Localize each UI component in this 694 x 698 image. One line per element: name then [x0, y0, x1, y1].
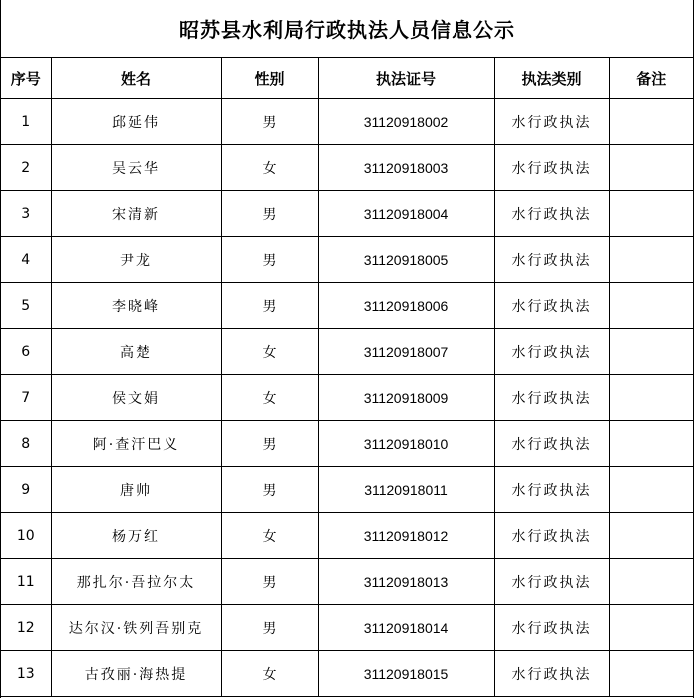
cell-certificate-number: 31120918012	[318, 513, 494, 559]
cell-serial-number: 12	[1, 605, 51, 651]
cell-enforcement-category: 水行政执法	[494, 145, 609, 191]
cell-enforcement-category: 水行政执法	[494, 237, 609, 283]
cell-certificate-number: 31120918009	[318, 375, 494, 421]
cell-name: 高楚	[51, 329, 221, 375]
cell-gender: 男	[221, 467, 318, 513]
cell-serial-number: 3	[1, 191, 51, 237]
header-enforcement-category: 执法类别	[494, 58, 609, 99]
cell-enforcement-category: 水行政执法	[494, 99, 609, 145]
header-name: 姓名	[51, 58, 221, 99]
cell-serial-number: 9	[1, 467, 51, 513]
cell-enforcement-category: 水行政执法	[494, 329, 609, 375]
cell-remarks	[609, 145, 693, 191]
cell-enforcement-category: 水行政执法	[494, 421, 609, 467]
cell-name: 古孜丽·海热提	[51, 651, 221, 697]
cell-remarks	[609, 99, 693, 145]
cell-gender: 女	[221, 329, 318, 375]
cell-serial-number: 5	[1, 283, 51, 329]
cell-name: 那扎尔·吾拉尔太	[51, 559, 221, 605]
table-row	[1, 329, 693, 375]
cell-remarks	[609, 237, 693, 283]
table-row	[1, 421, 693, 467]
cell-gender: 男	[221, 559, 318, 605]
cell-certificate-number: 31120918002	[318, 99, 494, 145]
header-remarks: 备注	[609, 58, 693, 99]
cell-serial-number: 7	[1, 375, 51, 421]
cell-gender: 男	[221, 99, 318, 145]
table-body	[1, 99, 693, 697]
table-row	[1, 375, 693, 421]
cell-gender: 男	[221, 191, 318, 237]
cell-remarks	[609, 329, 693, 375]
cell-certificate-number: 31120918006	[318, 283, 494, 329]
cell-certificate-number: 31120918005	[318, 237, 494, 283]
cell-gender: 男	[221, 283, 318, 329]
table-row	[1, 237, 693, 283]
cell-certificate-number: 31120918011	[318, 467, 494, 513]
header-gender: 性别	[221, 58, 318, 99]
cell-gender: 男	[221, 421, 318, 467]
cell-name: 李晓峰	[51, 283, 221, 329]
cell-gender: 男	[221, 237, 318, 283]
cell-certificate-number: 31120918010	[318, 421, 494, 467]
table-row	[1, 605, 693, 651]
cell-remarks	[609, 467, 693, 513]
cell-certificate-number: 31120918007	[318, 329, 494, 375]
cell-remarks	[609, 559, 693, 605]
cell-serial-number: 10	[1, 513, 51, 559]
cell-name: 吴云华	[51, 145, 221, 191]
cell-remarks	[609, 421, 693, 467]
cell-serial-number: 2	[1, 145, 51, 191]
cell-enforcement-category: 水行政执法	[494, 651, 609, 697]
cell-enforcement-category: 水行政执法	[494, 559, 609, 605]
cell-name: 杨万红	[51, 513, 221, 559]
cell-remarks	[609, 651, 693, 697]
cell-enforcement-category: 水行政执法	[494, 283, 609, 329]
table-header-row	[1, 58, 693, 99]
table-row	[1, 513, 693, 559]
cell-enforcement-category: 水行政执法	[494, 605, 609, 651]
cell-serial-number: 6	[1, 329, 51, 375]
cell-certificate-number: 31120918003	[318, 145, 494, 191]
cell-enforcement-category: 水行政执法	[494, 467, 609, 513]
cell-name: 阿·查汗巴义	[51, 421, 221, 467]
cell-certificate-number: 31120918015	[318, 651, 494, 697]
cell-name: 宋清新	[51, 191, 221, 237]
page-title: 昭苏县水利局行政执法人员信息公示	[1, 0, 693, 58]
cell-gender: 女	[221, 375, 318, 421]
cell-name: 尹龙	[51, 237, 221, 283]
header-serial-number: 序号	[1, 58, 51, 99]
cell-remarks	[609, 283, 693, 329]
cell-serial-number: 11	[1, 559, 51, 605]
cell-name: 达尔汉·铁列吾别克	[51, 605, 221, 651]
cell-certificate-number: 31120918004	[318, 191, 494, 237]
cell-enforcement-category: 水行政执法	[494, 513, 609, 559]
cell-gender: 女	[221, 513, 318, 559]
cell-name: 唐帅	[51, 467, 221, 513]
cell-serial-number: 4	[1, 237, 51, 283]
table-row	[1, 651, 693, 697]
cell-gender: 女	[221, 651, 318, 697]
cell-gender: 男	[221, 605, 318, 651]
table-row	[1, 559, 693, 605]
cell-enforcement-category: 水行政执法	[494, 191, 609, 237]
cell-enforcement-category: 水行政执法	[494, 375, 609, 421]
header-certificate-number: 执法证号	[318, 58, 494, 99]
cell-gender: 女	[221, 145, 318, 191]
cell-name: 邱延伟	[51, 99, 221, 145]
table-row	[1, 99, 693, 145]
cell-serial-number: 1	[1, 99, 51, 145]
cell-serial-number: 13	[1, 651, 51, 697]
cell-remarks	[609, 375, 693, 421]
cell-remarks	[609, 191, 693, 237]
personnel-table	[1, 58, 693, 697]
cell-certificate-number: 31120918013	[318, 559, 494, 605]
table-row	[1, 145, 693, 191]
cell-remarks	[609, 605, 693, 651]
cell-serial-number: 8	[1, 421, 51, 467]
cell-name: 侯文娟	[51, 375, 221, 421]
cell-certificate-number: 31120918014	[318, 605, 494, 651]
cell-remarks	[609, 513, 693, 559]
table-row	[1, 283, 693, 329]
table-row	[1, 191, 693, 237]
table-row	[1, 467, 693, 513]
